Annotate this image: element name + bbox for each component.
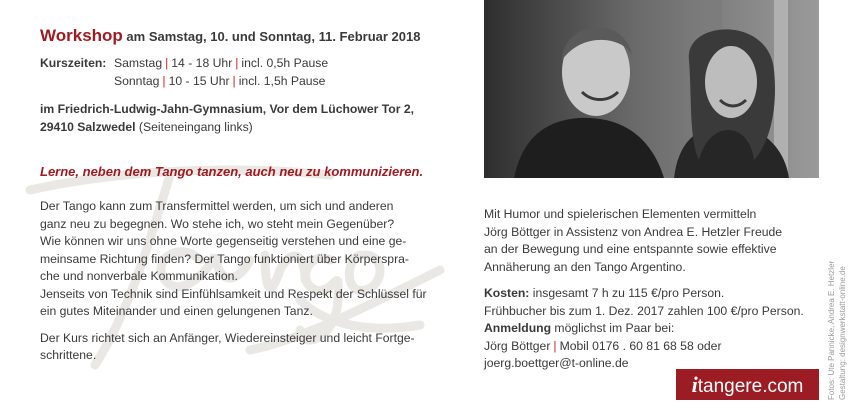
contact-email[interactable]: joerg.boettger@t-online.de bbox=[484, 356, 629, 370]
registration-value: möglichst im Paar bei: bbox=[551, 321, 675, 335]
text-line: Annäherung an den Tango Argentino. bbox=[484, 259, 686, 274]
contact-line bbox=[484, 338, 824, 356]
text-line: Jenseits von Technik sind Einfühlsamkeit und Respekt der Schlüssel für bbox=[40, 286, 427, 301]
brand-prefix: i bbox=[691, 372, 698, 397]
separator-bar: | bbox=[162, 74, 166, 88]
tagline: Lerne, neben dem Tango tanzen, auch neu zu kommunizieren. bbox=[40, 164, 424, 179]
text-line: Mit Humor und spielerischen Elementen vermitteln bbox=[484, 207, 757, 221]
schedule-day: Sonntag bbox=[114, 74, 160, 88]
text-line: schrittene. bbox=[40, 348, 97, 362]
photo-illustration bbox=[484, 0, 819, 178]
separator-bar: | bbox=[235, 56, 239, 70]
brand-logo[interactable] bbox=[676, 369, 819, 400]
separator-bar: | bbox=[165, 56, 169, 70]
venue-note: (Seiteneingang links) bbox=[135, 120, 253, 134]
text-line: ein gutes Miteinander und einen gelungenen Tanz. bbox=[40, 304, 313, 318]
venue-city: 29410 Salzwedel bbox=[40, 120, 136, 134]
cost-label: Kosten: bbox=[484, 286, 530, 300]
separator-bar: | bbox=[232, 74, 236, 88]
early-bird-line: Frühbucher bis zum 1. Dez. 2017 zahlen 100 €/pro Person. bbox=[484, 303, 804, 318]
credits-line: Fotos: Ute Pannicke, Andrea E. Hetzler bbox=[827, 260, 836, 400]
schedule-time: 14 - 18 Uhr bbox=[171, 56, 233, 70]
schedule bbox=[40, 54, 328, 90]
description-right bbox=[484, 206, 824, 373]
workshop-title bbox=[40, 26, 420, 46]
cost-line bbox=[484, 285, 824, 303]
venue-line: im Friedrich-Ludwig-Jahn-Gymnasium, Vor dem Lüchower Tor 2, bbox=[40, 102, 415, 116]
workshop-dates: am Samstag, 10. und Sonntag, 11. Februar 2018 bbox=[122, 29, 421, 44]
description-left bbox=[40, 198, 455, 365]
text-line: an der Bewegung und eine entspannte sowie effektive bbox=[484, 242, 777, 256]
text-line: ganz neu zu begegnen. Wo stehe ich, wo steht mein Gegenüber? bbox=[40, 216, 395, 231]
separator-bar: | bbox=[553, 338, 557, 353]
text-line: Wie können wir uns ohne Worte gegenseitig verstehen und eine ge- bbox=[40, 234, 407, 248]
schedule-row bbox=[40, 54, 328, 72]
schedule-row bbox=[40, 72, 328, 90]
registration-label: Anmeldung bbox=[484, 321, 552, 335]
text-line: che und nonverbale Kommunikation. bbox=[40, 269, 238, 283]
text-line: Jörg Böttger in Assistenz von Andrea E. Hetzler Freude bbox=[484, 224, 783, 239]
text-line: Der Kurs richtet sich an Anfänger, Wiedereinsteiger und leicht Fortge- bbox=[40, 330, 415, 345]
cost-value: insgesamt 7 h zu 115 €/pro Person. bbox=[529, 286, 725, 300]
registration-line bbox=[484, 320, 824, 338]
venue-address bbox=[40, 100, 414, 136]
schedule-time: 10 - 15 Uhr bbox=[168, 74, 230, 88]
schedule-pause: incl. 1,5h Pause bbox=[238, 74, 326, 88]
schedule-pause: incl. 0,5h Pause bbox=[241, 56, 329, 70]
contact-name: Jörg Böttger bbox=[484, 338, 551, 353]
photo-credits bbox=[826, 10, 848, 400]
schedule-day: Samstag bbox=[114, 56, 163, 70]
couple-photo bbox=[484, 0, 819, 178]
text-line: Der Tango kann zum Transfermittel werden, um sich und anderen bbox=[40, 199, 394, 213]
schedule-label: Kurszeiten: bbox=[40, 56, 107, 70]
credits-line: Gestaltung: designwerkstatt-online.de bbox=[838, 266, 847, 400]
brand-name: tangere.com bbox=[697, 376, 804, 397]
workshop-word: Workshop bbox=[40, 26, 123, 45]
text-line: meinsame Richtung finden? Der Tango funktioniert über Körperspra- bbox=[40, 251, 409, 266]
contact-phone: Mobil 0176 . 60 81 68 58 oder bbox=[559, 338, 722, 353]
